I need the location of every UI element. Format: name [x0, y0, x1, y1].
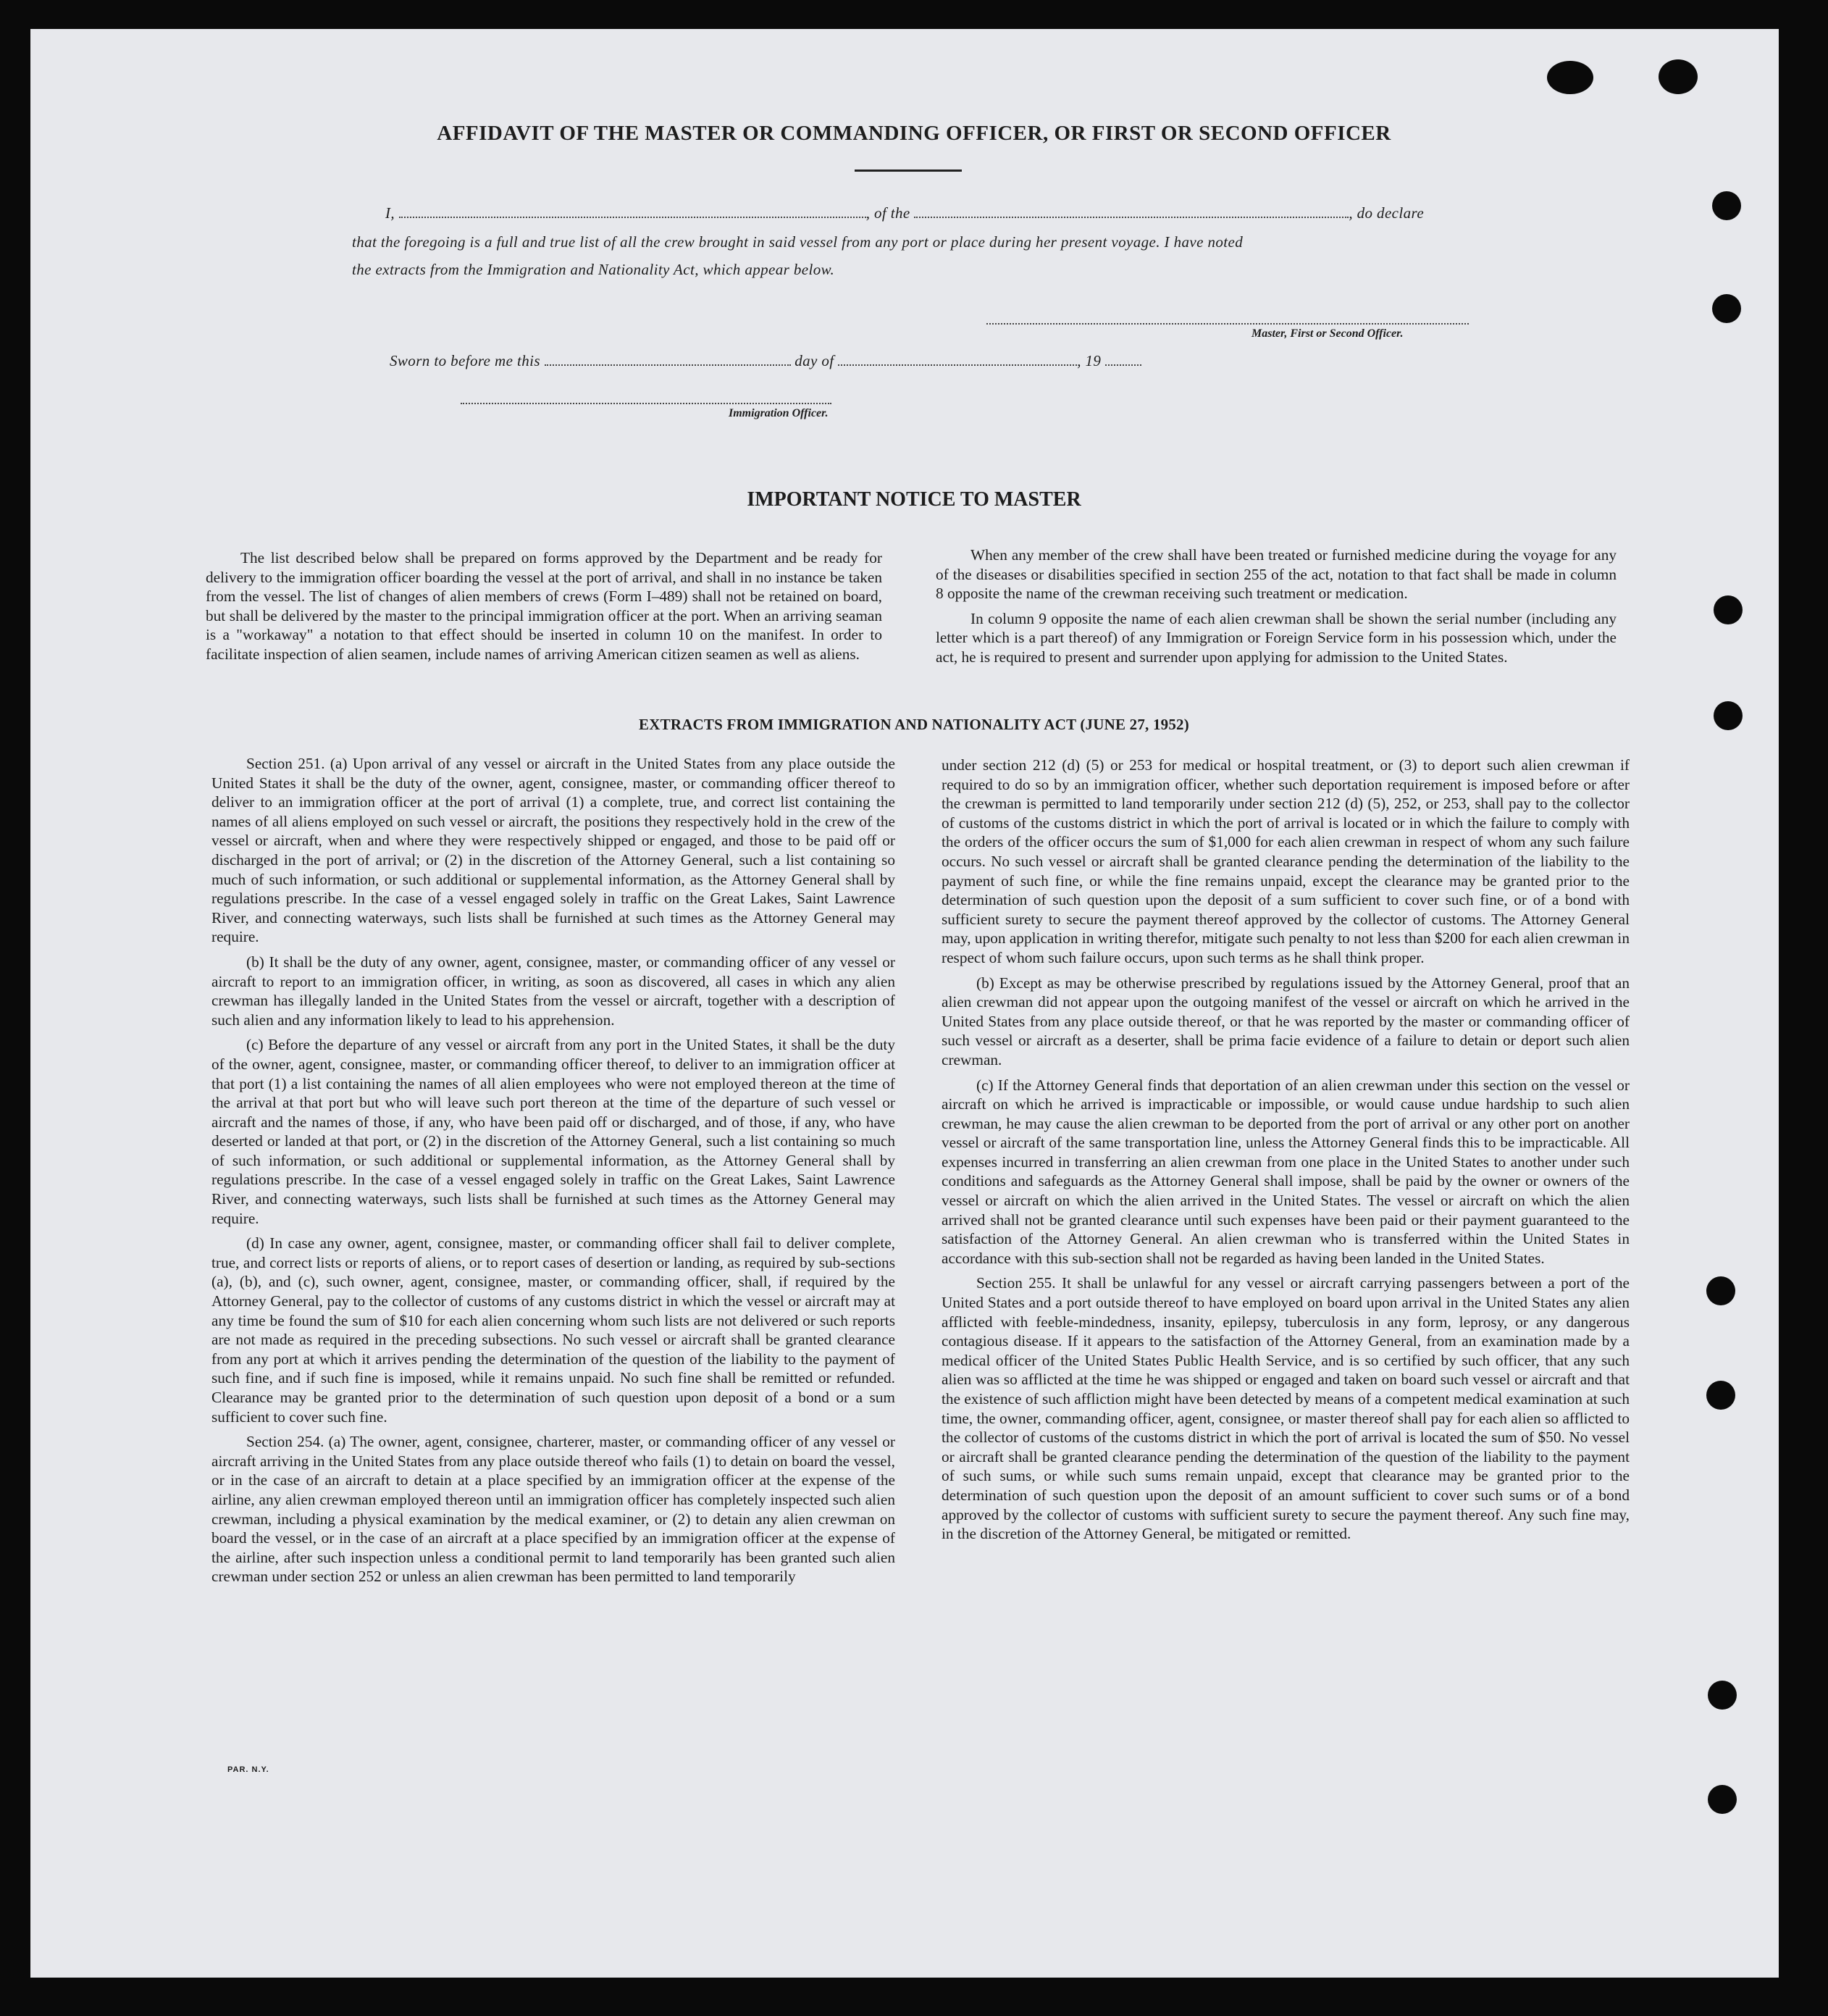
punch-hole: [1712, 294, 1741, 323]
of-the-label: , of the: [865, 204, 910, 222]
punch-hole: [1706, 1381, 1735, 1410]
declaration-line-1: that the foregoing is a full and true list of all the crew brought in said vessel from any port or place during her present voyage. I have noted: [352, 233, 1244, 251]
title-rule: [855, 170, 962, 172]
master-signature-label: Master, First or Second Officer.: [1251, 327, 1404, 340]
sworn-label: Sworn to before me this: [390, 352, 540, 369]
section-paragraph: (b) It shall be the duty of any owner, agent, consignee, master, or commanding officer of any vessel or aircraft to report to an immigration officer, in writing, as soon as discovered, all cases in which any alien crewman has illegally landed in the United States from the vessel or aircraft, together with a description of such alien and any information likely to lead to his apprehension.: [211, 953, 895, 1029]
year-field[interactable]: [1105, 354, 1141, 366]
section-paragraph: (c) Before the departure of any vessel or aircraft from any port in the United States, it shall be the duty of the owner, agent, consignee, master, or commanding officer thereof, to deliver to an immigration officer at that port (1) a list containing the names of all alien employees who were not employed thereon at the time of the arrival at that port but who will leave such port thereon at the time of the departure of such vessel or aircraft and the names of those, if any, who have been paid off or discharged, and of those, if any, who have deserted or landed at that port, or (2) in the discretion of the Attorney General, such a list containing so much of such information, or such additional or supplemental information, as the Attorney General shall by regulations prescribe. In the case of a vessel engaged solely in traffic on the Great Lakes, Saint Lawrence River, and connecting waterways, such lists shall be furnished at such times as the Attorney General may require.: [211, 1036, 895, 1227]
notice-right-column: [936, 545, 1617, 673]
punch-hole: [1706, 1276, 1735, 1305]
punch-hole: [1708, 1681, 1737, 1710]
vessel-field[interactable]: [914, 206, 1349, 218]
extracts-left-column: [211, 754, 895, 1592]
sworn-line: [390, 352, 1259, 370]
punch-hole: [1708, 1785, 1737, 1814]
punch-hole-top-1: [1547, 61, 1593, 94]
punch-hole-top-2: [1659, 59, 1698, 94]
month-field[interactable]: [838, 354, 1077, 366]
punch-hole: [1712, 191, 1741, 220]
notice-paragraph: When any member of the crew shall have been treated or furnished medicine during the voyage for any of the diseases or disabilities specified in section 255 of the act, notation to that fact shall be made in column 8 opposite the name of the crewman receiving such treatment or medication.: [936, 546, 1617, 603]
declaration-line-fields: [385, 204, 1472, 222]
declaration-line-2: the extracts from the Immigration and Nationality Act, which appear below.: [352, 261, 835, 278]
section-paragraph: under section 212 (d) (5) or 253 for medical or hospital treatment, or (3) to deport such alien crewman if required to do so by an immigration officer, whether such deportation requirement is imposed before or after the crewman is permitted to land temporarily under section 212 (d) (5), 252, or 253, shall pay to the collector of customs of the customs district in which the port of arrival is located or in which the failure to comply with the orders of the officer occurs the sum of $1,000 for each alien crewman in respect of whom any such failure occurs. No such vessel or aircraft shall be granted clearance pending the determination of the liability to the payment of such fine, or while the fine remains unpaid, except the clearance may be granted prior to the determination of such question upon the deposit of a sum sufficient to cover such fine, or of a bond with sufficient surety to secure the payment thereof approved by the collector of customs. The Attorney General may, upon application in writing therefor, mitigate such penalty to not less than $200 for each alien crewman in respect of whom such failure occurs, upon such terms as he shall think proper.: [942, 756, 1630, 966]
officer-signature-line[interactable]: [461, 403, 831, 404]
section-paragraph: Section 251. (a) Upon arrival of any vessel or aircraft in the United States from any place outside the United States it shall be the duty of the owner, agent, consignee, master, or commanding officer thereof to deliver to an immigration officer at the port of arrival (1) a complete, true, and correct list containing the names of all aliens employed on such vessel or aircraft, the positions they respectively hold in the crew of the vessel or aircraft, when and where they were respectively shipped or engaged, and those to be paid off or discharged in the port of arrival; or (2) in the discretion of the Attorney General, such a list containing so much of such information, or such additional or supplemental information, as the Attorney General shall by regulations prescribe. In the case of a vessel engaged solely in traffic on the Great Lakes, Saint Lawrence River, and connecting waterways, such lists shall be furnished at such times as the Attorney General may require.: [211, 755, 895, 946]
master-signature-line[interactable]: [986, 323, 1469, 325]
do-declare-label: , do declare: [1349, 204, 1425, 222]
i-label: I,: [385, 204, 395, 222]
day-of-label: day of: [794, 352, 834, 369]
section-paragraph: Section 254. (a) The owner, agent, consignee, charterer, master, or commanding officer of any vessel or aircraft arriving in the United States from any place outside thereof who fails (1) to detain on board the vessel, or in the case of an aircraft to detain at a place specified by an immigration officer at the expense of the airline, any alien crewman employed thereon until an immigration officer has completely inspected such alien crewman, including a physical examination by the medical examiner, or (2) to detain any alien crewman on board the vessel, or in the case of an aircraft at a place specified by an immigration officer at the expense of the airline, after such inspection unless a conditional permit to land temporarily has been granted such alien crewman under section 252 or unless an alien crewman has been permitted to land temporarily: [211, 1433, 895, 1586]
section-paragraph: Section 255. It shall be unlawful for any vessel or aircraft carrying passengers between a port of the United States and a port outside thereof to have employed on board upon arrival in the United States any alien afflicted with feeble-mindedness, insanity, epilepsy, tuberculosis in any form, leprosy, or any dangerous contagious disease. If it appears to the satisfaction of the Attorney General, from an examination made by a medical officer of the United States Public Health Service, and is so certified by such officer, that any such alien was so afflicted at the time he was shipped or engaged and taken on board such vessel or aircraft and that the existence of such affliction might have been detected by means of a competent medical examination at such time, the owner, commanding officer, agent, consignee, or master thereof shall pay for each alien so afflicted to the collector of customs of the customs district in which the port of arrival is located the sum of $50. No vessel or aircraft shall be granted clearance pending the determination of the question of the liability to the payment of such sums, or while such sums remain unpaid, except that clearance may be granted prior to the determination of such question upon the deposit of an amount sufficient to cover such sums or of a bond approved by the collector of customs with sufficient surety to secure the payment thereof. Any such fine may, in the discretion of the Attorney General, be mitigated or remitted.: [942, 1274, 1630, 1543]
notice-paragraph: In column 9 opposite the name of each alien crewman shall be shown the serial number (including any letter which is a part thereof) of any Immigration or Foreign Service form in his possession which, under the act, he is required to present and surrender upon applying for admission to the United States.: [936, 609, 1617, 666]
notice-title: IMPORTANT NOTICE TO MASTER: [747, 488, 1081, 511]
section-paragraph: (d) In case any owner, agent, consignee, master, or commanding officer shall fail to deliver complete, true, and correct lists or reports of aliens, or to report cases of desertion or landing, as required by sub-sections (a), (b), and (c), such owner, agent, consignee, master, or commanding officer, shall, if required by the Attorney General, pay to the collector of customs of any customs district in which the vessel or aircraft may at any time be found the sum of $10 for each alien concerning whom such lists are not delivered or such reports are not made as required in the preceding subsections. No such vessel or aircraft shall be granted clearance from any port at which it arrives pending the determination of the question of the liability to the payment of such fine, and if such fine is imposed, while it remains unpaid. No such fine shall be remitted or refunded. Clearance may be granted prior to the determination of such question upon deposit of a bond or a sum sufficient to cover such fine.: [211, 1234, 895, 1426]
notice-left-column: [206, 548, 882, 670]
extracts-right-column: [942, 756, 1630, 1549]
officer-signature-label: Immigration Officer.: [729, 407, 829, 419]
year-label: , 19: [1077, 352, 1102, 369]
day-field[interactable]: [545, 354, 791, 366]
printer-mark: PAR. N.Y.: [227, 1765, 269, 1774]
extracts-title: EXTRACTS FROM IMMIGRATION AND NATIONALITY ACT (JUNE 27, 1952): [639, 716, 1189, 733]
section-paragraph: (c) If the Attorney General finds that deportation of an alien crewman under this section on the vessel or aircraft on which he arrived is impracticable or impossible, or would cause undue hardship to such alien crewman, he may cause the alien crewman to be deported from the port of arrival or any other port on another vessel or aircraft of the same transportation line, unless the Attorney General finds this to be impracticable. All expenses incurred in transferring an alien crewman from one place in the United States to another under such conditions and safeguards as the Attorney General shall impose, shall be paid by the owner or owners of the vessel or aircraft on which the alien arrived in the United States. The vessel or aircraft on which the alien arrived shall not be granted clearance until such expenses have been paid or their payment guaranteed to the satisfaction of the Attorney General. An alien crewman who is transferred within the United States in accordance with this sub-section shall not be regarded as having been landed in the United States.: [942, 1076, 1630, 1267]
name-field[interactable]: [399, 206, 866, 218]
punch-hole: [1714, 595, 1743, 624]
affidavit-title: AFFIDAVIT OF THE MASTER OR COMMANDING OFFICER, OR FIRST OR SECOND OFFICER: [437, 122, 1391, 145]
section-paragraph: (b) Except as may be otherwise prescribed by regulations issued by the Attorney General, proof that an alien crewman did not appear upon the outgoing manifest of the vessel or aircraft on which he arrived in the United States from any place outside thereof, or that he was reported by the master or commanding officer of such vessel or aircraft as a deserter, shall be prima facie evidence of a failure to detain or deport such alien crewman.: [942, 974, 1630, 1068]
notice-paragraph: The list described below shall be prepared on forms approved by the Department and be ready for delivery to the immigration officer boarding the vessel at the port of arrival, and shall in no instance be taken from the vessel. The list of changes of alien members of crews (Form I–489) shall not be retained on board, but shall be delivered by the master to the principal immigration officer at the port. When an arriving seaman is a "workaway" a notation to that effect should be inserted in column 10 on the manifest. In order to facilitate inspection of alien seamen, include names of arriving American citizen seamen as well as aliens.: [206, 549, 882, 663]
